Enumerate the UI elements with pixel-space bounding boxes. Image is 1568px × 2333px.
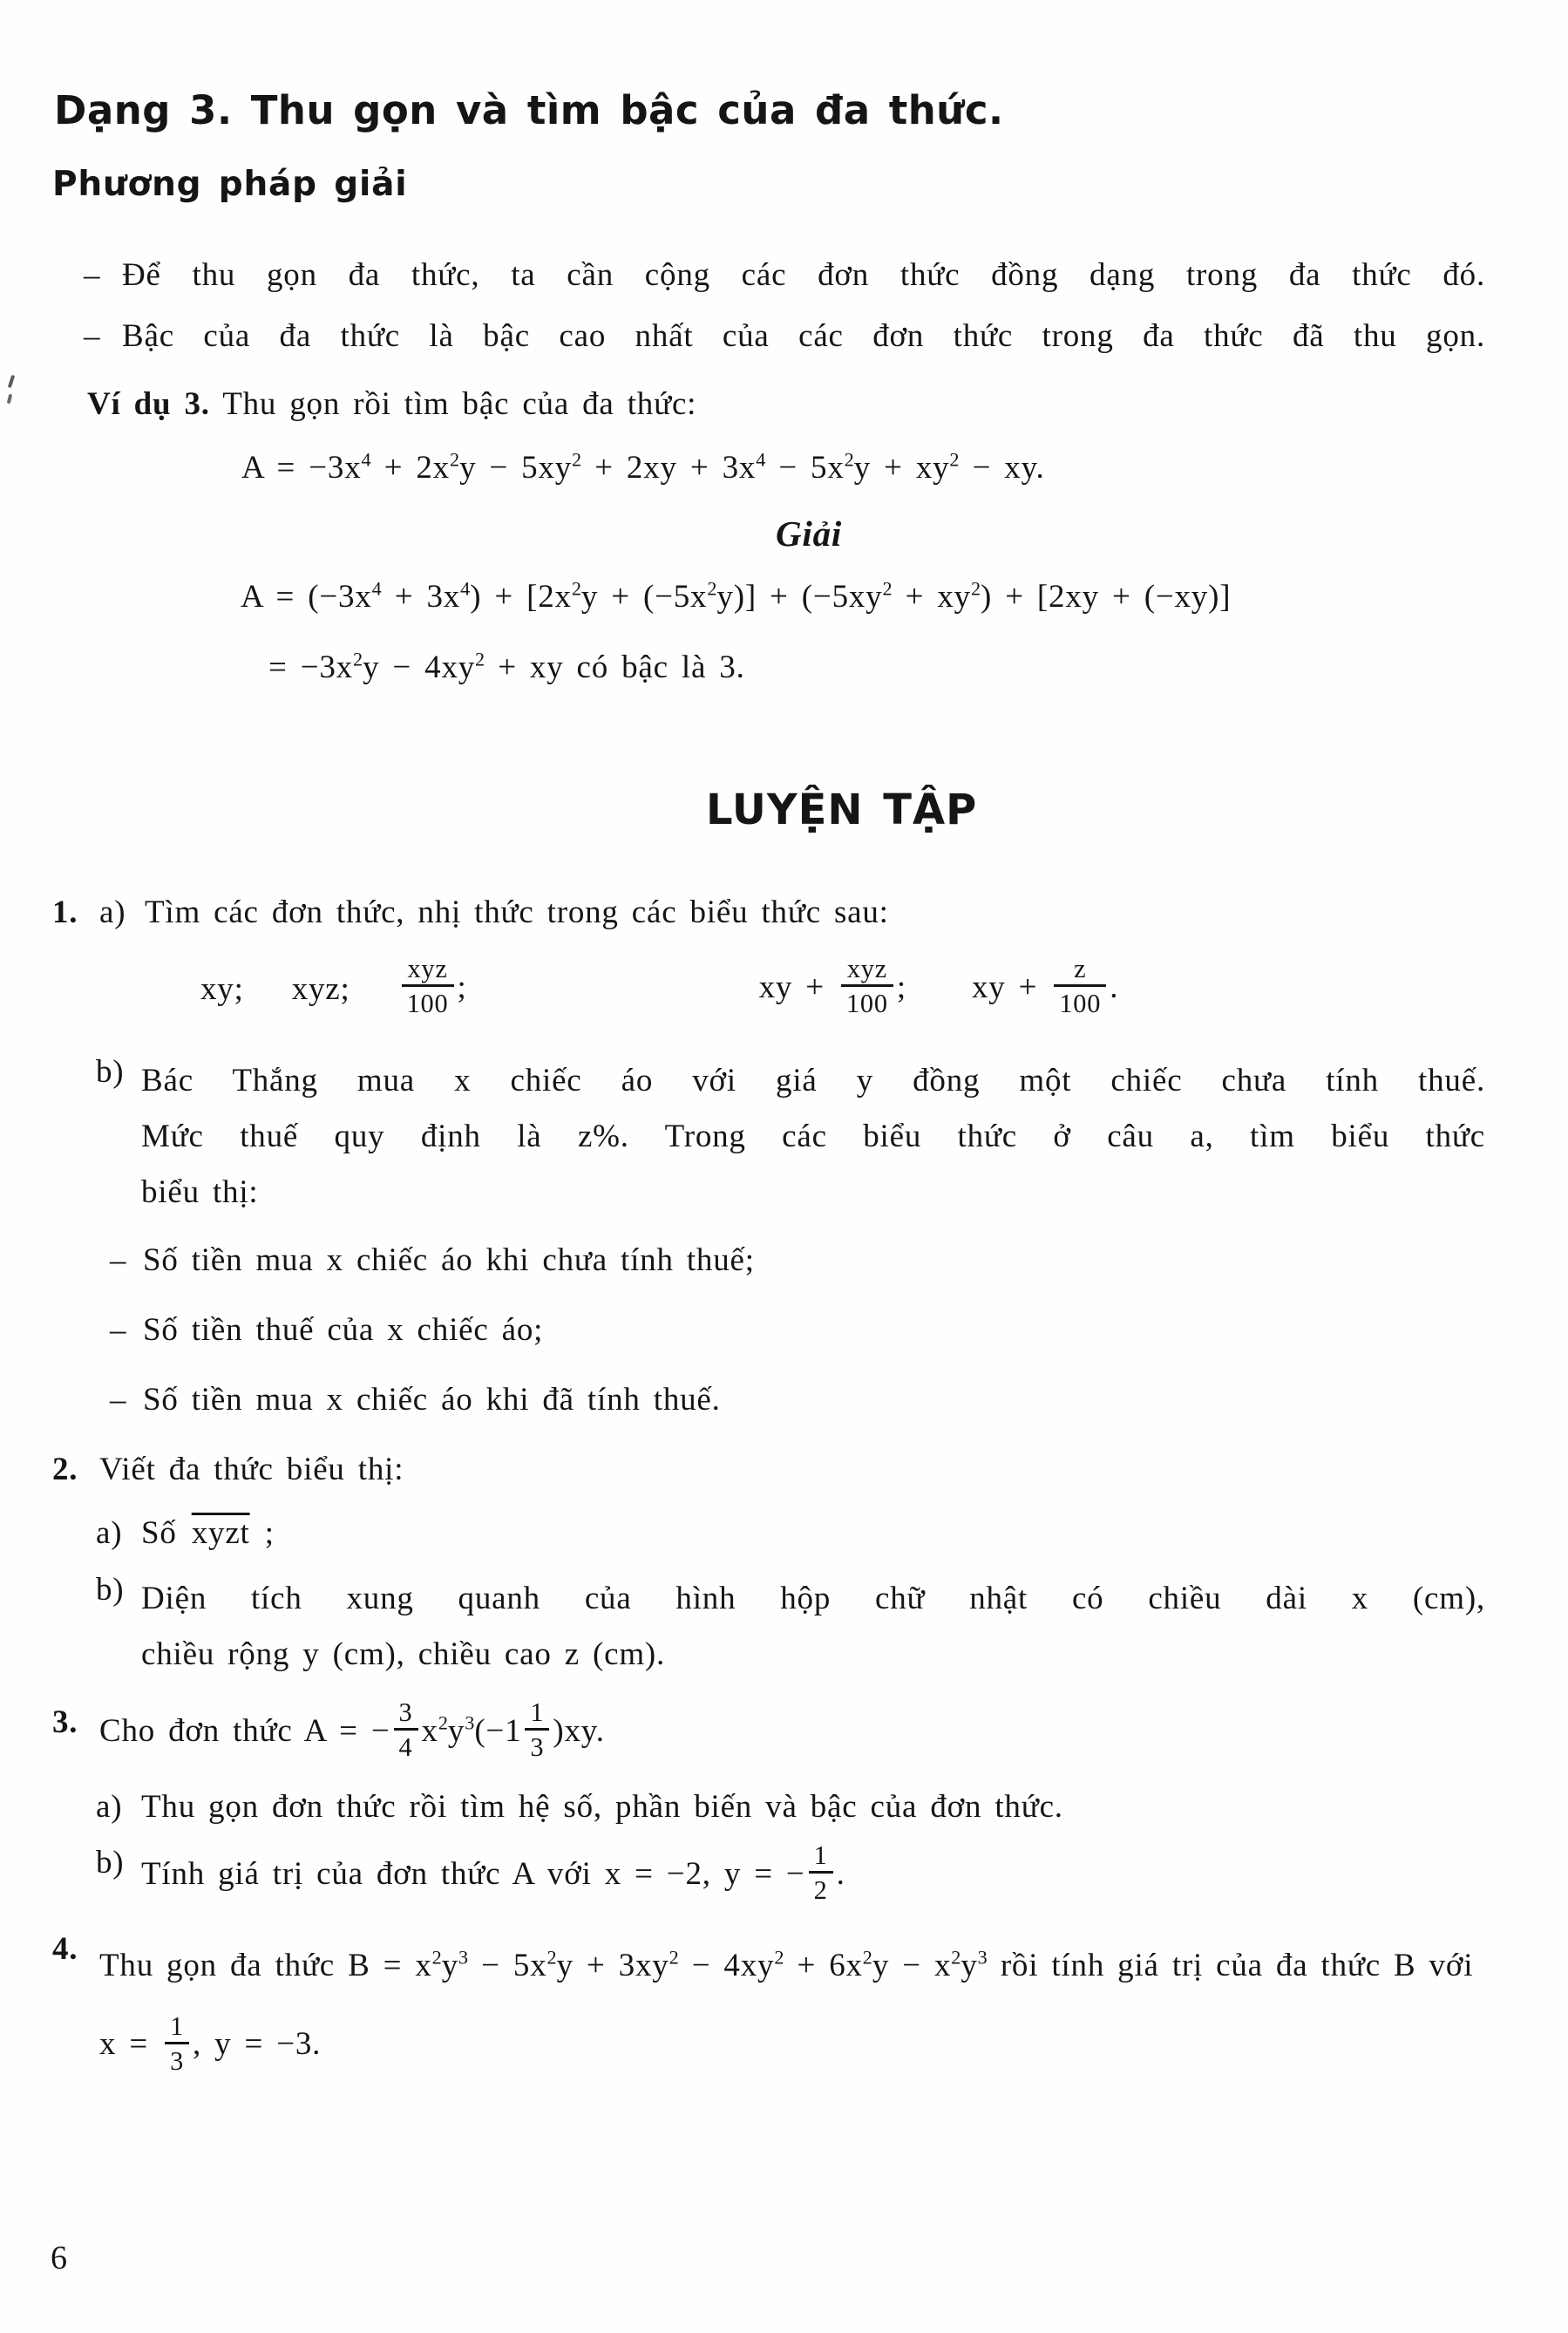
exercise-4-text: Thu gọn đa thức $B = x^2y^3 - 5x^2y + 3xy^2 - 4xy^2 + 6x^2y - x^2y^3$ rồi tính giá trị của đa thức B với x = $\frac{1}{3}$ , y = −3. [99,1947,1474,2076]
method-bullet-1-text: Để thu gọn đa thức, ta cần cộng các đơn thức đồng dạng trong đa thức đó. [122,257,1485,293]
part-a-text: Tìm các đơn thức, nhị thức trong các biểu thức sau: [145,894,889,930]
fraction: $\frac{1}{3}$ [525,1697,549,1764]
fraction: $\frac{\text{xyz}}{100}$ [402,953,454,1020]
part-b-label: b) [96,1053,125,1090]
exercise-2-part-b [96,1571,1485,1683]
part-b-text [141,1053,1485,1221]
method-bullet-2 [84,314,1485,359]
expression-item: xy; [200,971,244,1008]
dash-item [110,1377,1485,1423]
fraction: $\frac{\text{xyz}}{100}$ [841,953,893,1020]
section-title: Dạng 3. Thu gọn và tìm bậc của đa thức. [54,87,1004,133]
expression-item: xyz; [291,971,350,1008]
solution-title: Giải [776,514,843,554]
dash-item [110,1238,1485,1283]
part-a-label: a) [96,1514,123,1551]
dash-item-text: Số tiền mua x chiếc áo khi chưa tính thuế; [143,1241,755,1278]
part-b-label: b) [96,1571,125,1608]
part-b-line: biểu thị: [141,1173,259,1210]
dash-bullet: – [110,1381,127,1418]
exercise-number: 4. [52,1931,78,1968]
part-b-label: b) [96,1844,125,1881]
part-b-line: chiều rộng y (cm), chiều cao z (cm). [141,1636,666,1672]
part-a-label: a) [96,1788,123,1825]
expression-item: xy + $\frac{\text{xyz}}{100}$ ; [758,953,906,1019]
expression-item: xy + $\frac{z}{100}$ . [971,953,1119,1019]
exercise-4-text-row [52,1927,1485,2084]
dash-bullet: – [110,1241,127,1278]
exercise-4 [52,1927,1485,2084]
exercise-3-intro-text: Cho đơn thức A = − $\frac{3}{4}$ $x^2y^3(-1$ $\frac{1}{3}$ )xy. [99,1697,605,1763]
expression-row [200,953,1485,1024]
exercise-1-dash-list [110,1238,1485,1423]
method-bullet-1 [84,253,1485,298]
stray-ink-mark [7,375,19,412]
dash-bullet: – [84,318,101,354]
method-title: Phương pháp giải [52,165,408,204]
solution-line-2: = $-3x^2y - 4xy^2$ + xy có bậc là 3. [268,648,745,685]
example-formula: $A = -3x^4 + 2x^2y - 5xy^2 + 2xy + 3x^4 - 5x^2y + xy^2$ − xy. [241,448,1045,486]
solution-line-1: $A = (-3x^4 + 3x^4) + [2x^2y + (-5x^2y)] + (-5xy^2 + xy^2) + [2xy + (-xy)]$ [241,577,1232,616]
exercise-3-intro [52,1697,1485,1767]
page-number: 6 [51,2240,68,2276]
part-b-line: Bác Thắng mua x chiếc áo với giá y đồng một chiếc chưa tính thuế. [141,1062,1485,1098]
dash-item-text: Số tiền thuế của x chiếc áo; [143,1311,544,1348]
exercise-number: 3. [52,1704,78,1740]
dash-bullet: – [84,257,101,293]
dash-bullet: – [110,1311,127,1348]
exercise-3-part-a [96,1788,1485,1826]
example-intro [87,382,1485,427]
exercise-2-intro-text: Viết đa thức biểu thị: [99,1451,404,1487]
exercise-3 [52,1697,1485,1910]
exercise-1 [52,890,1485,1423]
exercise-number: 1. [52,894,78,930]
exercise-number: 2. [52,1451,78,1487]
exercise-2-part-a [96,1513,1485,1554]
part-a-label: a) [99,894,126,930]
dash-item-text: Số tiền mua x chiếc áo khi đã tính thuế. [143,1381,721,1418]
fraction: $\frac{3}{4}$ [394,1697,418,1764]
fraction: $\frac{1}{3}$ [165,2010,189,2078]
exercise-2-intro [52,1447,1485,1493]
part-b-line: Diện tích xung quanh của hình hộp chữ nhật có chiều dài x (cm), [141,1580,1485,1616]
practice-title: LUYỆN TẬP [706,785,978,834]
part-a-text: Số xyzt ; [141,1514,275,1551]
dash-item [110,1308,1485,1353]
part-b-text: Tính giá trị của đơn thức A với x = −2, y = − $\frac{1}{2}$ . [141,1840,845,1906]
part-b-line: Mức thuế quy định là z%. Trong các biểu thức ở câu a, tìm biểu thức [141,1118,1485,1154]
example-prompt: Thu gọn rồi tìm bậc của đa thức: [222,386,697,422]
part-b-text [141,1571,1485,1683]
method-bullet-2-text: Bậc của đa thức là bậc cao nhất của các đơn thức trong đa thức đã thu gọn. [122,318,1485,354]
fraction: $\frac{1}{2}$ [809,1840,833,1907]
exercise-1-intro [52,890,1485,935]
expression-item: $\frac{\text{xyz}}{100}$ ; [398,956,467,1024]
part-a-text: Thu gọn đơn thức rồi tìm hệ số, phần biến và bậc của đơn thức. [141,1788,1063,1825]
exercise-3-part-b [96,1840,1485,1910]
exercise-2 [52,1447,1485,1683]
exercise-1-part-b [96,1053,1485,1221]
fraction: $\frac{z}{100}$ [1054,953,1106,1020]
example-label: Ví dụ 3. [87,386,210,422]
